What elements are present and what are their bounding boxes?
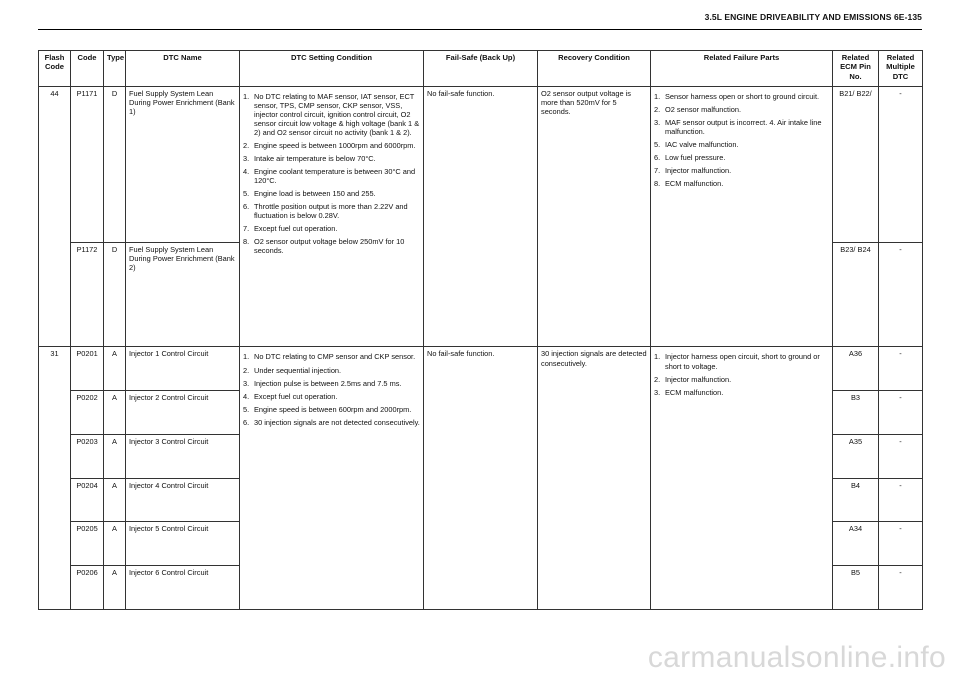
col-header-type: Type [104, 51, 126, 87]
multiple-dtc-cell: - [879, 566, 923, 610]
type-cell: D [104, 87, 126, 243]
list-item: 7. Except fuel cut operation. [243, 224, 338, 234]
list-item: 3. Intake air temperature is below 70°C. [243, 154, 376, 164]
list-item: 2. Under sequential injection. [243, 365, 342, 375]
col-header-fail-safe: Fail-Safe (Back Up) [424, 51, 538, 87]
col-header-dtc-name: DTC Name [126, 51, 240, 87]
ecm-pin-cell: B5 [833, 566, 879, 610]
list-item: 1. No DTC relating to MAF sensor, IAT sensor, ECT sensor, TPS, CMP sensor, CKP sensor, VSS, injector control circuit, ignition control circuit, O2 sensor circuit low voltage & high voltage (bank 1 & 2) and O2 sensor circuit no activity (bank 1 & 2). [243, 92, 420, 138]
dtc-name-cell: Fuel Supply System Lean During Power Enrichment (Bank 2) [126, 242, 240, 347]
dtc-name-cell: Fuel Supply System Lean During Power Enrichment (Bank 1) [126, 87, 240, 243]
dtc-name-cell: Injector 3 Control Circuit [126, 434, 240, 478]
code-cell: P0203 [71, 434, 104, 478]
list-item: 5. Engine load is between 150 and 255. [243, 189, 376, 199]
list-item: 2. Injector malfunction. [654, 374, 732, 384]
type-cell: A [104, 347, 126, 391]
col-header-code: Code [71, 51, 104, 87]
list-item: 3. MAF sensor output is incorrect. 4. Air intake line malfunction. [654, 118, 822, 137]
col-header-failure-parts: Related Failure Parts [651, 51, 833, 87]
list-item: 3. ECM malfunction. [654, 387, 724, 397]
list-item: 2. O2 sensor malfunction. [654, 105, 741, 115]
list-item: 3. Injection pulse is between 2.5ms and 7.5 ms. [243, 378, 402, 388]
table-row [39, 87, 923, 243]
multiple-dtc-cell: - [879, 347, 923, 391]
type-cell: D [104, 242, 126, 347]
failure-parts-cell [651, 87, 833, 347]
ecm-pin-cell: A34 [833, 522, 879, 566]
failure-parts-list [654, 89, 829, 188]
header-rule [38, 29, 922, 30]
multiple-dtc-cell: - [879, 391, 923, 435]
ecm-pin-cell: A35 [833, 434, 879, 478]
setting-condition-cell [240, 87, 424, 347]
code-cell: P0202 [71, 391, 104, 435]
list-item: 1. Injector harness open circuit, short to ground or short to voltage. [654, 352, 820, 371]
type-cell: A [104, 391, 126, 435]
condition-list [243, 349, 420, 426]
col-header-flash-code: Flash Code [39, 51, 71, 87]
type-cell: A [104, 478, 126, 522]
condition-list [243, 89, 420, 255]
list-item: 1. No DTC relating to CMP sensor and CKP sensor. [243, 352, 416, 362]
fail-safe-cell: No fail-safe function. [424, 87, 538, 347]
flash-code-cell: 44 [39, 87, 71, 347]
code-cell: P0201 [71, 347, 104, 391]
table-header-row [39, 51, 923, 87]
col-header-setting-condition: DTC Setting Condition [240, 51, 424, 87]
setting-condition-cell [240, 347, 424, 610]
list-item: 6. Throttle position output is more than 2.22V and fluctuation is below 0.28V. [243, 202, 408, 221]
code-cell: P0205 [71, 522, 104, 566]
list-item: 1. Sensor harness open or short to ground circuit. [654, 92, 820, 101]
list-item: 7. Injector malfunction. [654, 166, 732, 176]
multiple-dtc-cell: - [879, 87, 923, 243]
list-item: 5. IAC valve malfunction. [654, 140, 739, 150]
ecm-pin-cell: B3 [833, 391, 879, 435]
watermark: carmanualsonline.info [647, 641, 946, 674]
multiple-dtc-cell: - [879, 242, 923, 347]
multiple-dtc-cell: - [879, 434, 923, 478]
code-cell: P1171 [71, 87, 104, 243]
col-header-recovery-condition: Recovery Condition [538, 51, 651, 87]
dtc-name-cell: Injector 2 Control Circuit [126, 391, 240, 435]
code-cell: P0206 [71, 566, 104, 610]
flash-code-cell: 31 [39, 347, 71, 610]
multiple-dtc-cell: - [879, 478, 923, 522]
dtc-name-cell: Injector 1 Control Circuit [126, 347, 240, 391]
code-cell: P1172 [71, 242, 104, 347]
ecm-pin-cell: B23/ B24 [833, 242, 879, 347]
table-row [39, 347, 923, 391]
list-item: 6. Low fuel pressure. [654, 153, 726, 163]
fail-safe-cell: No fail-safe function. [424, 347, 538, 610]
dtc-name-cell: Injector 5 Control Circuit [126, 522, 240, 566]
type-cell: A [104, 522, 126, 566]
col-header-multiple-dtc: Related Multiple DTC [879, 51, 923, 87]
list-item: 8. ECM malfunction. [654, 179, 724, 189]
recovery-condition-cell: 30 injection signals are detected consecutively. [538, 347, 651, 610]
multiple-dtc-cell: - [879, 522, 923, 566]
list-item: 6. 30 injection signals are not detected consecutively. [243, 417, 420, 427]
list-item: 5. Engine speed is between 600rpm and 2000rpm. [243, 404, 412, 414]
dtc-name-cell: Injector 6 Control Circuit [126, 566, 240, 610]
list-item: 4. Except fuel cut operation. [243, 391, 338, 401]
failure-parts-list [654, 349, 829, 396]
list-item: 2. Engine speed is between 1000rpm and 6000rpm. [243, 141, 416, 151]
code-cell: P0204 [71, 478, 104, 522]
dtc-name-cell: Injector 4 Control Circuit [126, 478, 240, 522]
dtc-table [38, 50, 923, 610]
list-item: 8. O2 sensor output voltage below 250mV for 10 seconds. [243, 237, 405, 256]
list-item: 4. Engine coolant temperature is between 30°C and 120°C. [243, 167, 416, 186]
failure-parts-cell [651, 347, 833, 610]
page-header-title: 3.5L ENGINE DRIVEABILITY AND EMISSIONS 6E-135 [704, 12, 922, 22]
type-cell: A [104, 566, 126, 610]
ecm-pin-cell: B4 [833, 478, 879, 522]
type-cell: A [104, 434, 126, 478]
col-header-ecm-pin: Related ECM Pin No. [833, 51, 879, 87]
recovery-condition-cell: O2 sensor output voltage is more than 520mV for 5 seconds. [538, 87, 651, 347]
ecm-pin-cell: A36 [833, 347, 879, 391]
ecm-pin-cell: B21/ B22/ [833, 87, 879, 243]
